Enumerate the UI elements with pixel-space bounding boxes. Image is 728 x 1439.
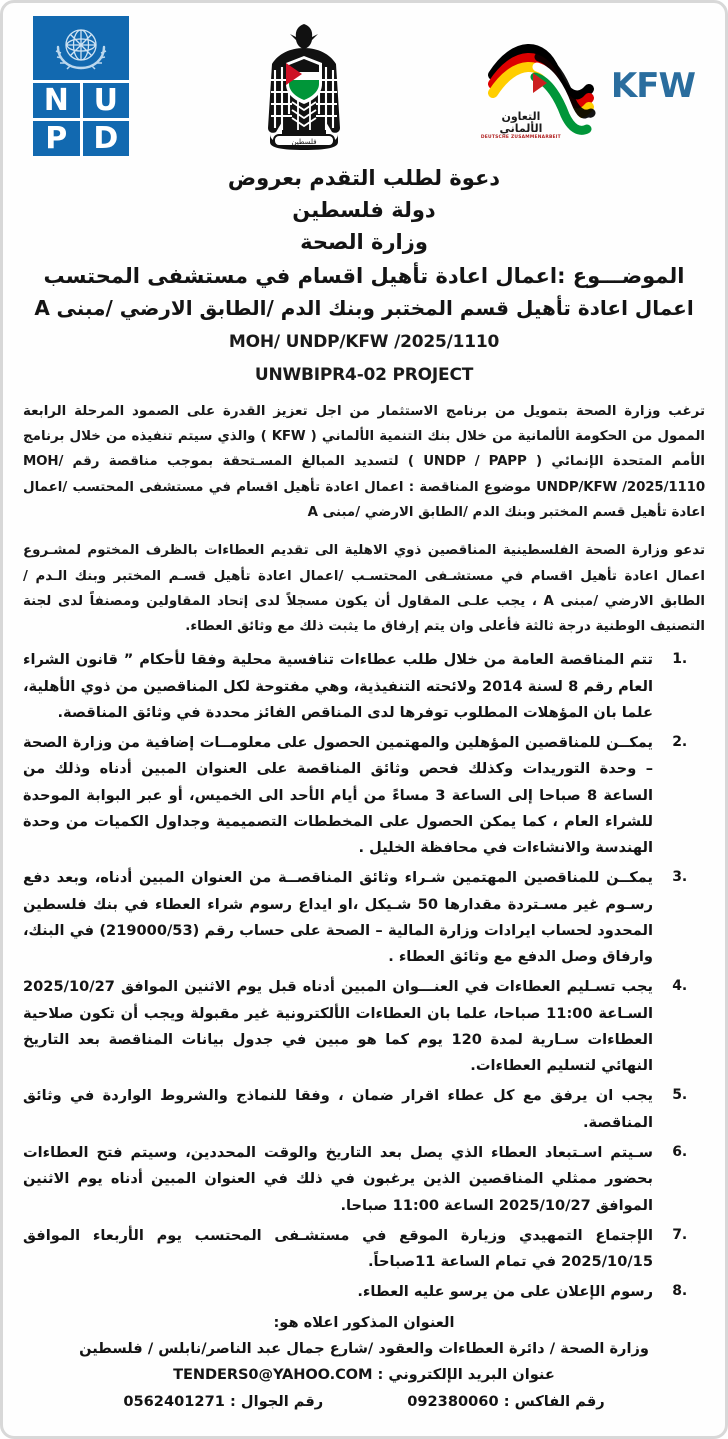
undp-letter-d: D — [83, 121, 130, 156]
undp-letter-p: P — [33, 121, 80, 156]
german-palestinian-flag-wave-icon — [479, 27, 597, 145]
fax-label: رقم الفاكس : — [503, 1392, 605, 1410]
project-code: UNWBIPR4-02 PROJECT — [254, 365, 474, 386]
address-detail: وزارة الصحة / دائرة العطاءات والعقود /شارع جمال عبد الناصر/نابلس / فلسطين — [79, 1339, 649, 1357]
title-block — [17, 163, 711, 385]
clause-item-2: يمكــن للمناقصين المؤهلين والمهتمين الحصول على معلومــات إضافية من وزارة الصحة – وحدة التوريدات وكذلك فحص وثائق المناقصة على العنوان المبين أدناه وذلك من الساعة 8 صباحا إلى الساعة 3 مساءً من أيام الأحد الى الخميس، أو عبر البوابة الموحدة للشراء العام ، كما يمكن الحصول على المخططات التصميمية وجداول الكميات من وحدة الهندسة والانشاءات في محافظة الخليل . — [23, 734, 653, 857]
undp-letters — [33, 83, 129, 156]
fax-entry — [407, 1389, 604, 1415]
svg-text:فلسطين: فلسطين — [291, 138, 317, 146]
undp-letter-n: N — [33, 83, 80, 118]
clause-item-4: يجب تسـليم العطاءات في العنـــوان المبين أدناه قبل يوم الاثنين الموافق 2025/10/27 السـاعة 11:00 صباحا، علما بان العطاءات الألكترونية غير مقبولة ويجب أن تكون صلاحية العطاءات سـارية لمدة 120 يوم كما هو مبين في جدول بيانات المناقصة بعد التاريخ النهائي لتسليم العطاءات. — [23, 978, 654, 1075]
logo-header-band — [17, 9, 711, 159]
subject-line-2: اعمال اعادة تأهيل قسم المختبر وبنك الدم /الطابق الارضي /مبنى A — [34, 295, 694, 320]
state-name: دولة فلسطين — [292, 197, 436, 222]
clause-item-6: سـيتم اسـتبعاد العطاء الذي يصل بعد التاريخ والوقت المحددين، وسيتم فتح العطاءات بحضور ممثلي المناقصين الذين يرغبون في ذلك في العنوان المبين أدناه يوم الاثنين الموافق 2025/10/27 الساعة 11:00 صباحا. — [23, 1144, 653, 1214]
clause-item-3: يمكــن للمناقصين المهتمين شـراء وثائق المناقصــة من العنوان المبين أدناه، وبعد دفع رسـوم غير مسـتردة مقدارها 50 شـيكل ،او ايداع رسوم شراء العطاء في بنك فلسطين المحدود لحساب ايرادات وزارة المالية – الصحة على حساب رقم (219000/53) في البنك، وارفاق وصل الدفع مع وثائق العطاء . — [23, 869, 654, 966]
invitation-title: دعوة لطلب التقدم بعروض — [227, 166, 501, 190]
undp-logo — [33, 16, 129, 156]
email-row — [31, 1362, 697, 1388]
email-value[interactable]: TENDERS0@YAHOO.COM — [173, 1365, 373, 1383]
address-heading: العنوان المذكور اعلاه هو: — [273, 1313, 455, 1331]
address-block — [23, 1310, 705, 1415]
clause-item-7: الإجتماع التمهيدي وزيارة الموقع في مستشـفى المحتسب يوم الأربعاء الموافق 2025/10/15 في تمام الساعة 11صباحاً. — [23, 1226, 653, 1271]
undp-letter-u: U — [83, 83, 130, 118]
kfw-wordmark: KFW — [610, 66, 695, 106]
ministry-name: وزارة الصحة — [300, 229, 428, 254]
clause-item-1: تتم المناقصة العامة من خلال طلب عطاءات تنافسية محلية وفقا لأحكام ” قانون الشراء العام رقم 8 لسنة 2014 ولائحته التنفيذية، وهي مفتوحة لكل المناقصين من ذوي الأهلية، علما بان المؤهلات المطلوب توفرها لدى المناقص الفائز محددة في وثائق المناقصة. — [23, 651, 653, 721]
intro-paragraph-2: تدعو وزارة الصحة الفلسطينية المناقصين ذوي الاهلية الى تقديم العطاءات بالظرف المختوم لمشـروع اعمال اعادة تأهيل اقسام في مستشـفى المحتسـب /اعمال اعادة تأهيل قسـم المختبر وبنك الـدم /الطابق الارضي /مبنى A ، يجب علـى المقاول أن يكون مسجلاً لدى إتحاد المقاولين ومصنفاً لدى لجنة التصنيف الوطنية درجة ثالثة فأعلى وان يتم إرفاق ما يثبت ذلك مع وثائق العطاء. — [23, 543, 705, 635]
german-cooperation-kfw-logo-group — [479, 27, 695, 145]
german-cooperation-german-label: DEUTSCHE ZUSAMMENARBEIT — [480, 135, 561, 141]
palestine-eagle-emblem-icon — [252, 18, 356, 154]
clause-item-8: رسوم الإعلان على من يرسو عليه العطاء. — [357, 1283, 653, 1301]
phone-row — [31, 1389, 697, 1415]
german-cooperation-arabic-label: التعاون الألماني — [499, 110, 543, 135]
tender-reference-code: MOH/ UNDP/KFW /2025/1110 — [228, 332, 500, 353]
document-body — [17, 399, 711, 1414]
email-label: عنوان البريد الإلكتروني : — [377, 1365, 555, 1383]
clause-item-5: يجب ان يرفق مع كل عطاء اقرار ضمان ، وفقا للنماذج والشروط الواردة في وثائق المناقصة. — [23, 1087, 653, 1131]
mobile-entry — [123, 1389, 323, 1415]
german-cooperation-caption — [479, 111, 563, 141]
subject-line-1: الموضـــوع :اعمال اعادة تأهيل اقسام في مستشفى المحتسب — [43, 263, 685, 288]
clause-list — [23, 647, 705, 1305]
fax-value: 092380060 — [407, 1392, 499, 1410]
mobile-label: رقم الجوال : — [229, 1392, 324, 1410]
intro-paragraph-1: ترغب وزارة الصحة بتمويل من برنامج الاستثمار من اجل تعزيز القدرة على الصمود المرحلة الرابعة الممول من الحكومة الألمانية من خلال بنك التنمية الألماني ( KFW ) والذي سيتم تنفيذه من خلال برنامج الأمم المتحدة الإنمائي ( UNDP / PAPP ) لتسديد المبالغ المسـتحقة بموجب مناقصة رقم MOH/ UNDP/KFW /2025/1110 موضوع المناقصة : اعمال اعادة تأهيل اقسام في مستشفى المحتسب /اعمال اعادة تأهيل قسم المختبر وبنك الدم /الطابق الارضي /مبنى A — [23, 404, 705, 520]
mobile-value: 0562401271 — [123, 1392, 225, 1410]
un-globe-wreath-icon — [33, 16, 129, 83]
